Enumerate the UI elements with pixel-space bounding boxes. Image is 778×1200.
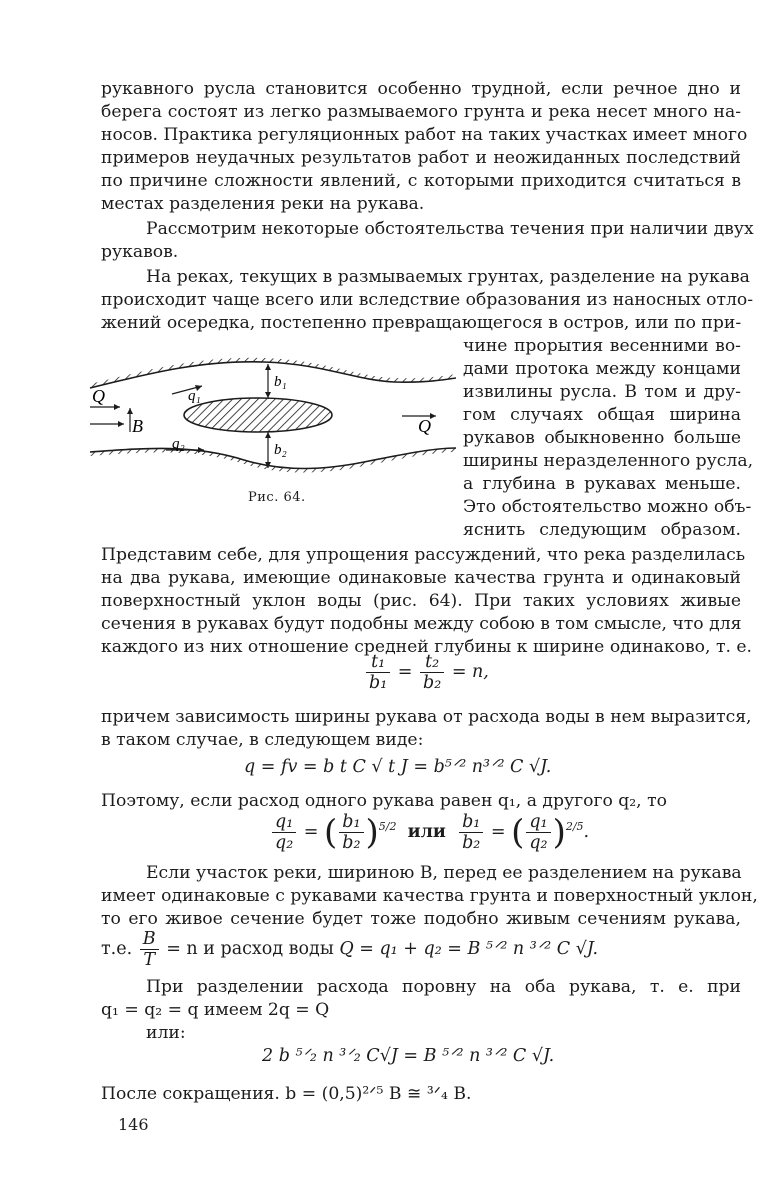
text-line: примеров неудачных результатов работ и неожиданных последствий xyxy=(101,148,741,168)
text-line: сечения в рукавах будут подобны между собою в том смысле, что для xyxy=(101,614,742,634)
page-number: 146 xyxy=(118,1115,149,1134)
text-line: дами протока между концами xyxy=(463,359,741,379)
text-line: ширины неразделенного русла, xyxy=(463,451,754,471)
figure-caption: Рис. 64. xyxy=(248,490,306,505)
text-line: происходит чаще всего или вследствие образования из наносных отло- xyxy=(101,290,754,310)
label-B: B xyxy=(132,416,143,436)
label-q2: q₂ xyxy=(172,436,185,452)
text-line: то его живое сечение будет тоже подобно живым сечениям рукава, xyxy=(101,909,741,929)
final-line: После сокращения. b = (0,5)²ᐟ⁵ B ≅ ³ᐟ₄ B. xyxy=(101,1084,472,1104)
text-line: Представим себе, для упрощения рассуждений, что река разделилась xyxy=(101,545,746,565)
river-branch-figure xyxy=(84,352,456,500)
exponent: 2/5 xyxy=(565,820,584,834)
label-Q-right: Q xyxy=(418,416,431,436)
label-Q-left: Q xyxy=(92,386,105,406)
frac-den: b₁ xyxy=(369,673,388,693)
text-line: При разделении расхода поровну на оба рукава, т. е. при xyxy=(146,977,741,997)
text-line: рукавного русла становится особенно трудной, если речное дно и xyxy=(101,79,741,99)
text-line: Рассмотрим некоторые обстоятельства течения при наличии двух xyxy=(146,219,754,239)
text-line: берега состоят из легко размываемого грунта и река несет много на- xyxy=(101,102,741,122)
formula-ratio: $\frac{\text{t₁}}{\text{b₁}}$ = $\frac{\text{t₂}}{\text{b₂}}$ = n, xyxy=(364,652,489,693)
text-line: Это обстоятельство можно объ- xyxy=(463,497,752,517)
formula-discharge: q = fv = b t C √ t J = b⁵ᐟ² n³ᐟ² C √J. xyxy=(244,757,552,777)
text-line: поверхностный уклон воды (рис. 64). При таких условиях живые xyxy=(101,591,741,611)
text-line: местах разделения реки на рукава. xyxy=(101,194,425,214)
formula-rest: = n, xyxy=(451,662,489,682)
frac-num: b₁ xyxy=(339,812,363,833)
text-line: а глубина в рукавах меньше. xyxy=(463,474,741,494)
lower-bank-hatch xyxy=(90,448,456,473)
formula-rest: Q = q₁ + q₂ = B ⁵ᐟ² n ³ᐟ² C √J. xyxy=(339,939,599,959)
label-b1: b₁ xyxy=(274,374,287,390)
frac-num: t₂ xyxy=(420,652,444,673)
text-line: каждого из них отношение средней глубины к ширине одинаково, т. е. xyxy=(101,637,753,657)
paragraph-6: Поэтому, если расход одного рукава равен q₁, а другого q₂, то xyxy=(101,791,667,811)
upper-bank-hatch xyxy=(90,358,456,388)
text-line: по причине сложности явлений, с которыми приходится считаться в xyxy=(101,171,741,191)
formula-equal-split: 2 b ⁵ᐟ₂ n ³ᐟ₂ C√J = B ⁵ᐟ² n ³ᐟ² C √J. xyxy=(262,1046,555,1066)
frac-num: q₁ xyxy=(272,812,296,833)
frac-den: T xyxy=(143,950,156,970)
text-line: жений осередка, постепенно превращающегося в остров, или по при- xyxy=(101,313,742,333)
frac-den: q₂ xyxy=(275,833,294,853)
or-word: или xyxy=(407,822,446,842)
text-line: имеет одинаковые с рукавами качества грунта и поверхностный уклон, xyxy=(101,886,758,906)
text-line: гом случаях общая ширина xyxy=(463,405,741,425)
frac-den: b₂ xyxy=(342,833,361,853)
text-line: яснить следующим образом. xyxy=(463,520,741,540)
text-line: причем зависимость ширины рукава от расхода воды в нем выразится, xyxy=(101,707,752,727)
text-line: На реках, текущих в размываемых грунтах, разделение на рукава xyxy=(146,267,750,287)
label-q1: q₁ xyxy=(188,388,201,404)
text-line: q₁ = q₂ = q имеем 2q = Q xyxy=(101,1000,330,1020)
text-line: рукавов. xyxy=(101,242,179,262)
text-line: или: xyxy=(146,1023,186,1043)
exponent: 5/2 xyxy=(378,820,397,834)
mid-text: = n и расход воды xyxy=(166,939,334,959)
island xyxy=(184,398,332,432)
frac-num: B xyxy=(140,929,159,950)
frac-num: b₁ xyxy=(459,812,483,833)
frac-den: b₂ xyxy=(423,673,442,693)
frac-den: q₂ xyxy=(529,833,548,853)
formula-total xyxy=(101,929,598,970)
text-line: рукавов обыкновенно больше xyxy=(463,428,741,448)
upper-bank xyxy=(90,362,456,388)
text-line: на два рукава, имеющие одинаковые качества грунта и одинаковый xyxy=(101,568,741,588)
text-line: Если участок реки, шириною B, перед ее разделением на рукава xyxy=(146,863,742,883)
frac-num: q₁ xyxy=(526,812,550,833)
text-line: извилины русла. В том и дру- xyxy=(463,382,741,402)
text-line: носов. Практика регуляционных работ на таких участках имеет много xyxy=(101,125,748,145)
text-line: в таком случае, в следующем виде: xyxy=(101,730,424,750)
formula-ratio-2: $\frac{\text{q₁}}{\text{q₂}}$ = ( $\frac{\text{b₁}}{\text{b₂}}$ )$^{5/2}$ или $\frac{\text{b₁}}{\text{b₂}}$ = ( $\frac{\text{q₁}}{\text{q₂}}$ )$^{2/5}$. xyxy=(270,812,589,853)
frac-num: t₁ xyxy=(366,652,390,673)
label-b2: b₂ xyxy=(274,442,287,458)
frac-den: b₂ xyxy=(462,833,481,853)
te-text: т.е. xyxy=(101,939,133,959)
text-line: чине прорытия весенними во- xyxy=(463,336,741,356)
